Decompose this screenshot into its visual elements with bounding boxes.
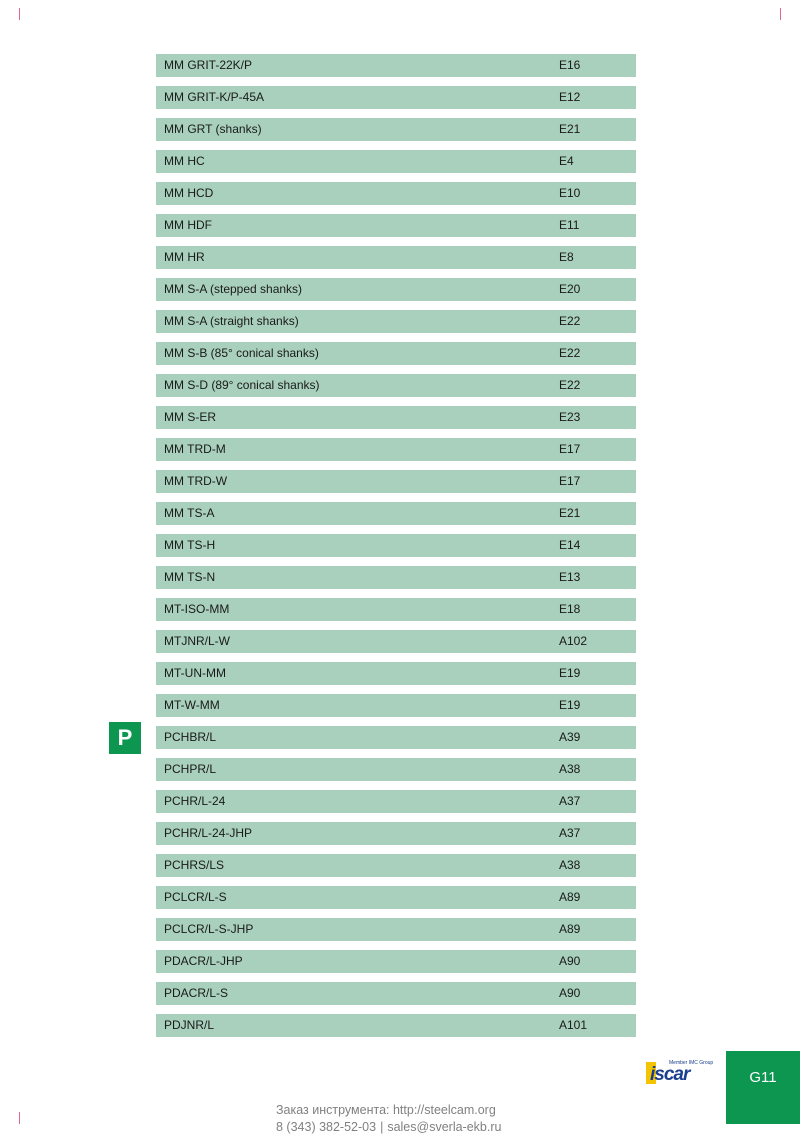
product-code: PCHR/L-24-JHP [164, 826, 253, 840]
index-row [156, 790, 636, 813]
product-index-list [156, 54, 636, 1046]
page-reference: A89 [559, 922, 581, 936]
product-code: MM HR [164, 250, 205, 264]
logo-wordmark: iscar [650, 1064, 690, 1085]
index-row [156, 662, 636, 685]
page-reference: E18 [559, 602, 581, 616]
index-row [156, 470, 636, 493]
page-reference: A38 [559, 762, 581, 776]
product-code: MM TRD-W [164, 474, 228, 488]
footer-order-line[interactable]: Заказ инструмента: http://steelcam.org [276, 1103, 496, 1117]
page-reference: E22 [559, 346, 581, 360]
page-reference: E8 [559, 250, 574, 264]
footer-separator: | [380, 1120, 384, 1134]
product-code: MM TS-H [164, 538, 216, 552]
product-code: MM S-A (straight shanks) [164, 314, 299, 328]
index-row [156, 278, 636, 301]
footer-phone: 8 (343) 382-52-03 [276, 1120, 377, 1134]
page-reference: A89 [559, 890, 581, 904]
index-row [156, 214, 636, 237]
product-code: MT-ISO-MM [164, 602, 230, 616]
index-row [156, 566, 636, 589]
page-reference: E10 [559, 186, 581, 200]
product-code: MM TS-N [164, 570, 216, 584]
page-reference: A39 [559, 730, 581, 744]
index-row [156, 86, 636, 109]
page-reference: E17 [559, 442, 581, 456]
page-reference: E21 [559, 122, 581, 136]
page-reference: A90 [559, 954, 581, 968]
page-reference: E14 [559, 538, 581, 552]
page-reference: E16 [559, 58, 581, 72]
index-row [156, 406, 636, 429]
product-code: MM S-A (stepped shanks) [164, 282, 303, 296]
product-code: PCLCR/L-S [164, 890, 227, 904]
page-reference: E23 [559, 410, 581, 424]
page-reference: E22 [559, 378, 581, 392]
product-code: MM S-B (85° conical shanks) [164, 346, 319, 360]
page-number-tab [726, 1051, 800, 1124]
index-row [156, 342, 636, 365]
index-row [156, 886, 636, 909]
crop-mark [19, 1112, 20, 1124]
index-row [156, 150, 636, 173]
page-reference: E4 [559, 154, 574, 168]
product-code: PDACR/L-S [164, 986, 229, 1000]
index-row [156, 534, 636, 557]
page-reference: E11 [559, 218, 580, 232]
product-code: MT-W-MM [164, 698, 220, 712]
footer-contact-line [276, 1119, 501, 1136]
product-code: MM GRIT-22K/P [164, 58, 253, 72]
index-row [156, 950, 636, 973]
product-code: MM GRT (shanks) [164, 122, 262, 136]
product-code: MT-UN-MM [164, 666, 226, 680]
page-reference: E20 [559, 282, 581, 296]
footer-email[interactable]: sales@sverla-ekb.ru [387, 1120, 502, 1134]
product-code: PCLCR/L-S-JHP [164, 922, 254, 936]
index-row [156, 982, 636, 1005]
page-reference: E12 [559, 90, 581, 104]
page-reference: A37 [559, 826, 581, 840]
product-code: MM TRD-M [164, 442, 226, 456]
iscar-logo [646, 1060, 712, 1090]
index-row [156, 726, 636, 749]
page-reference: A102 [559, 634, 588, 648]
product-code: MM GRIT-K/P-45A [164, 90, 265, 104]
page-reference: E21 [559, 506, 581, 520]
index-row [156, 438, 636, 461]
index-row [156, 630, 636, 653]
product-code: PCHPR/L [164, 762, 217, 776]
page-reference: A101 [559, 1018, 588, 1032]
product-code: PDJNR/L [164, 1018, 215, 1032]
page-reference: A37 [559, 794, 581, 808]
index-row [156, 598, 636, 621]
product-code: MM S-D (89° conical shanks) [164, 378, 320, 392]
crop-mark [19, 8, 20, 20]
index-row [156, 1014, 636, 1037]
index-row [156, 54, 636, 77]
product-code: MM HDF [164, 218, 212, 232]
index-row [156, 246, 636, 269]
product-code: MM S-ER [164, 410, 216, 424]
index-row [156, 918, 636, 941]
product-code: PCHR/L-24 [164, 794, 226, 808]
index-row [156, 822, 636, 845]
index-row [156, 758, 636, 781]
product-code: PCHBR/L [164, 730, 217, 744]
product-code: PCHRS/LS [164, 858, 225, 872]
index-row [156, 502, 636, 525]
page-reference: A38 [559, 858, 581, 872]
index-row [156, 310, 636, 333]
section-tab-p: P [109, 722, 141, 754]
product-code: PDACR/L-JHP [164, 954, 243, 968]
product-code: MM TS-A [164, 506, 215, 520]
index-row [156, 854, 636, 877]
index-row [156, 118, 636, 141]
page-reference: E19 [559, 698, 581, 712]
product-code: MM HC [164, 154, 205, 168]
page-reference: A90 [559, 986, 581, 1000]
product-code: MTJNR/L-W [164, 634, 230, 648]
footer-contact [276, 1102, 501, 1136]
logo-member-text: Member IMC Group [669, 1060, 714, 1066]
page-reference: E13 [559, 570, 581, 584]
page-reference: E22 [559, 314, 581, 328]
page-reference: E17 [559, 474, 581, 488]
crop-mark [780, 8, 781, 20]
product-code: MM HCD [164, 186, 214, 200]
index-row [156, 182, 636, 205]
page-reference: E19 [559, 666, 581, 680]
page-number: G11 [749, 1069, 777, 1086]
index-row [156, 694, 636, 717]
index-row [156, 374, 636, 397]
